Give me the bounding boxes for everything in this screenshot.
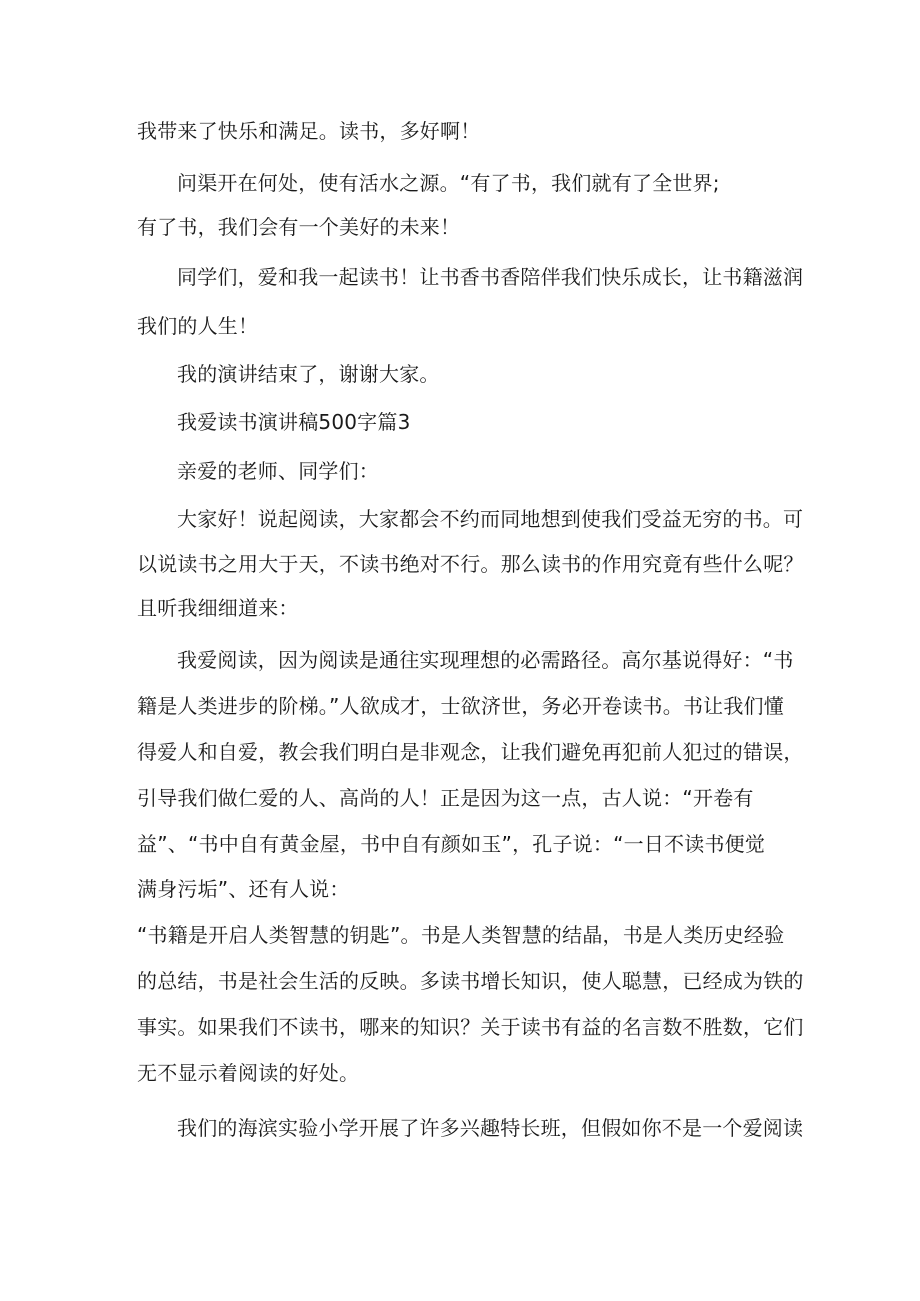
text-line-13: 籍是人类进步的阶梯。”人欲成才，士欲济世，务必开卷读书。书让我们懂 (137, 694, 784, 718)
text-line-5: 我们的人生！ (137, 314, 259, 338)
text-line-15: 引导我们做仁爱的人、高尚的人！正是因为这一点，古人说：“开卷有 (137, 786, 754, 810)
text-line-9: 大家好！说起阅读，大家都会不约而同地想到使我们受益无穷的书。可 (177, 507, 804, 531)
text-line-12: 我爱阅读，因为阅读是通往实现理想的必需路径。高尔基说得好：“书 (177, 648, 794, 672)
text-line-18: “书籍是开启人类智慧的钥匙”。书是人类智慧的结晶，书是人类历史经验 (137, 923, 785, 947)
text-line-20: 事实。如果我们不读书，哪来的知识？关于读书有益的名言数不胜数，它们 (137, 1015, 804, 1039)
text-line-22: 我们的海滨实验小学开展了许多兴趣特长班，但假如你不是一个爱阅读 (177, 1116, 804, 1140)
salutation: 亲爱的老师、同学们： (177, 459, 379, 483)
text-line-4: 同学们，爱和我一起读书！让书香书香陪伴我们快乐成长，让书籍滋润 (177, 265, 804, 289)
text-line-17: 满身污垢”、还有人说： (137, 877, 350, 901)
text-line-3: 有了书，我们会有一个美好的未来！ (137, 215, 461, 239)
text-line-1: 我带来了快乐和满足。读书，多好啊！ (137, 119, 481, 143)
text-line-21: 无不显示着阅读的好处。 (137, 1061, 360, 1085)
text-line-2: 问渠开在何处，使有活水之源。“有了书，我们就有了全世界; (177, 171, 720, 195)
text-line-11: 且听我细细道来： (137, 596, 299, 620)
text-line-16: 益”、“书中自有黄金屋，书中自有颜如玉”，孔子说：“一日不读书便觉 (137, 832, 766, 856)
text-line-10: 以说读书之用大于天，不读书绝对不行。那么读书的作用究竟有些什么呢？ (137, 552, 804, 576)
text-line-19: 的总结，书是社会生活的反映。多读书增长知识，使人聪慧，已经成为铁的 (137, 969, 804, 993)
section-title: 我爱读书演讲稿500字篇3 (177, 410, 411, 434)
text-line-6: 我的演讲结束了，谢谢大家。 (177, 362, 440, 386)
text-line-14: 得爱人和自爱，教会我们明白是非观念，让我们避免再犯前人犯过的错误， (137, 740, 804, 764)
